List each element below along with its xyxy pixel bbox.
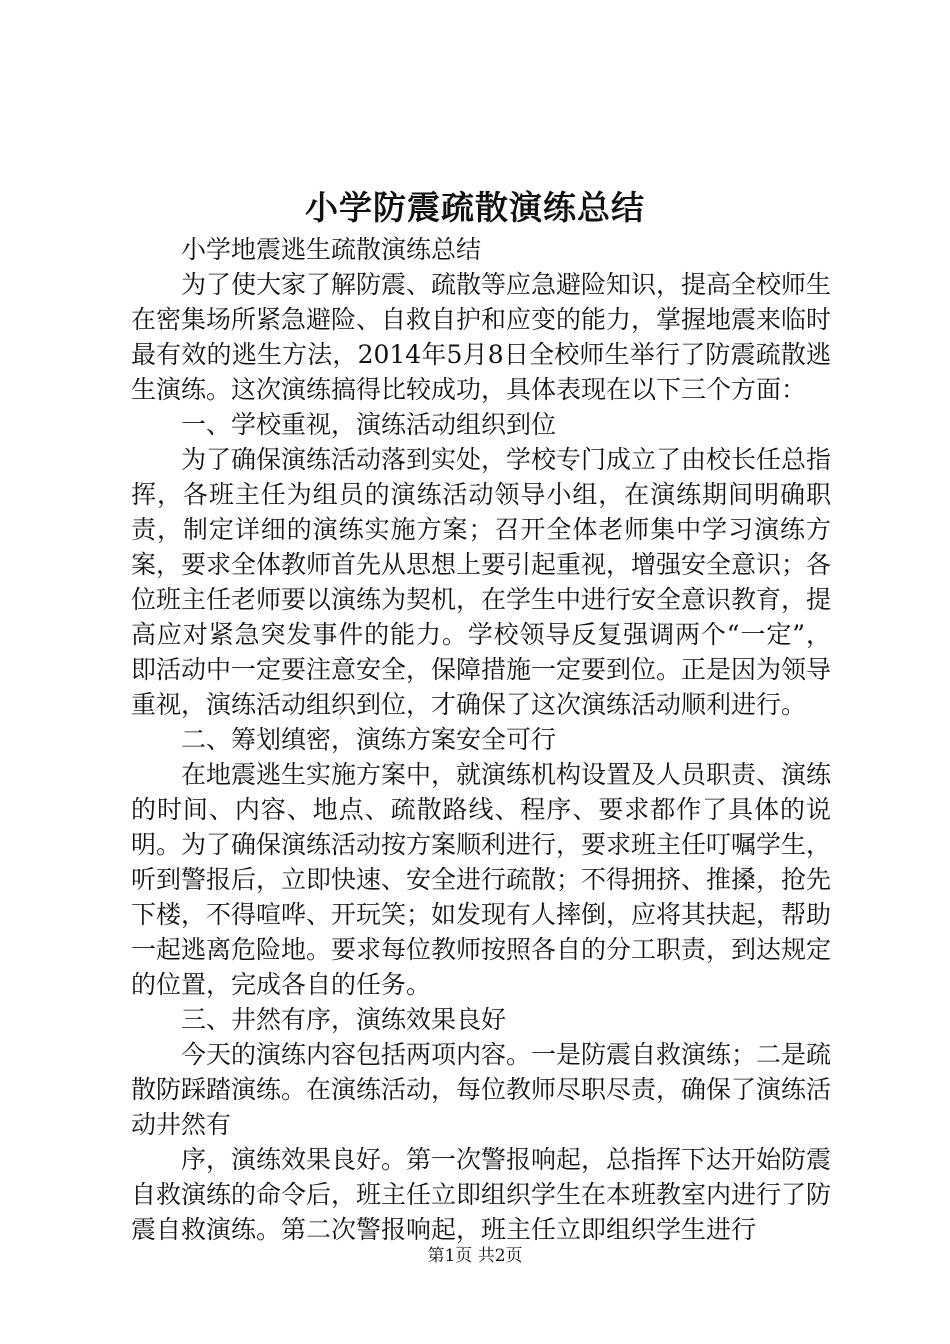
section-heading-1: 一、学校重视，演练活动组织到位 — [181, 410, 557, 439]
section-body-3-continued: 序，演练效果良好。第一次警报响起，总指挥下达开始防震自救演练的命令后，班主任立即组织学生在本班教室内进行了防震自救演练。第二次警报响起，班主任立即组织学生进行 — [131, 1145, 832, 1244]
section-body-1: 为了确保演练活动落到实处，学校专门成立了由校长任总指挥，各班主任为组员的演练活动领导小组，在演练期间明确职责，制定详细的演练实施方案；召开全体老师集中学习演练方案，要求全体教师首先从思想上要引起重视，增强安全意识；各位班主任老师要以演练为契机，在学生中进行安全意识教育，提高应对紧急突发事件的能力。学校领导反复强调两个“一定”，即活动中一定要注意安全，保障措施一定要到位。正是因为领导重视，演练活动组织到位，才确保了这次演练活动顺利进行。 — [131, 445, 832, 719]
intro-paragraph: 为了使大家了解防震、疏散等应急避险知识，提高全校师生在密集场所紧急避险、自救自护和应变的能力，掌握地震来临时最有效的逃生方法，2014年5月8日全校师生举行了防震疏散逃生演练。这次演练搞得比较成功，具体表现在以下三个方面： — [131, 270, 832, 404]
section-heading-3: 三、井然有序，演练效果良好 — [181, 1005, 507, 1034]
section-heading-2: 二、筹划缜密，演练方案安全可行 — [181, 725, 557, 754]
section-body-3: 今天的演练内容包括两项内容。一是防震自救演练；二是疏散防踩踏演练。在演练活动，每位教师尽职尽责，确保了演练活动井然有 — [131, 1040, 832, 1139]
subtitle-paragraph: 小学地震逃生疏散演练总结 — [181, 235, 482, 264]
document-body — [131, 232, 831, 1247]
page-footer: 第1页 共2页 — [427, 1246, 523, 1266]
document-title: 小学防震疏散演练总结 — [305, 188, 645, 227]
section-body-2: 在地震逃生实施方案中，就演练机构设置及人员职责、演练的时间、内容、地点、疏散路线、程序、要求都作了具体的说明。为了确保演练活动按方案顺利进行，要求班主任叮嘱学生，听到警报后，立即快速、安全进行疏散；不得拥挤、推搡，抢先下楼，不得喧哗、开玩笑；如发现有人摔倒，应将其扶起，帮助一起逃离危险地。要求每位教师按照各自的分工职责，到达规定的位置，完成各自的任务。 — [131, 760, 832, 999]
